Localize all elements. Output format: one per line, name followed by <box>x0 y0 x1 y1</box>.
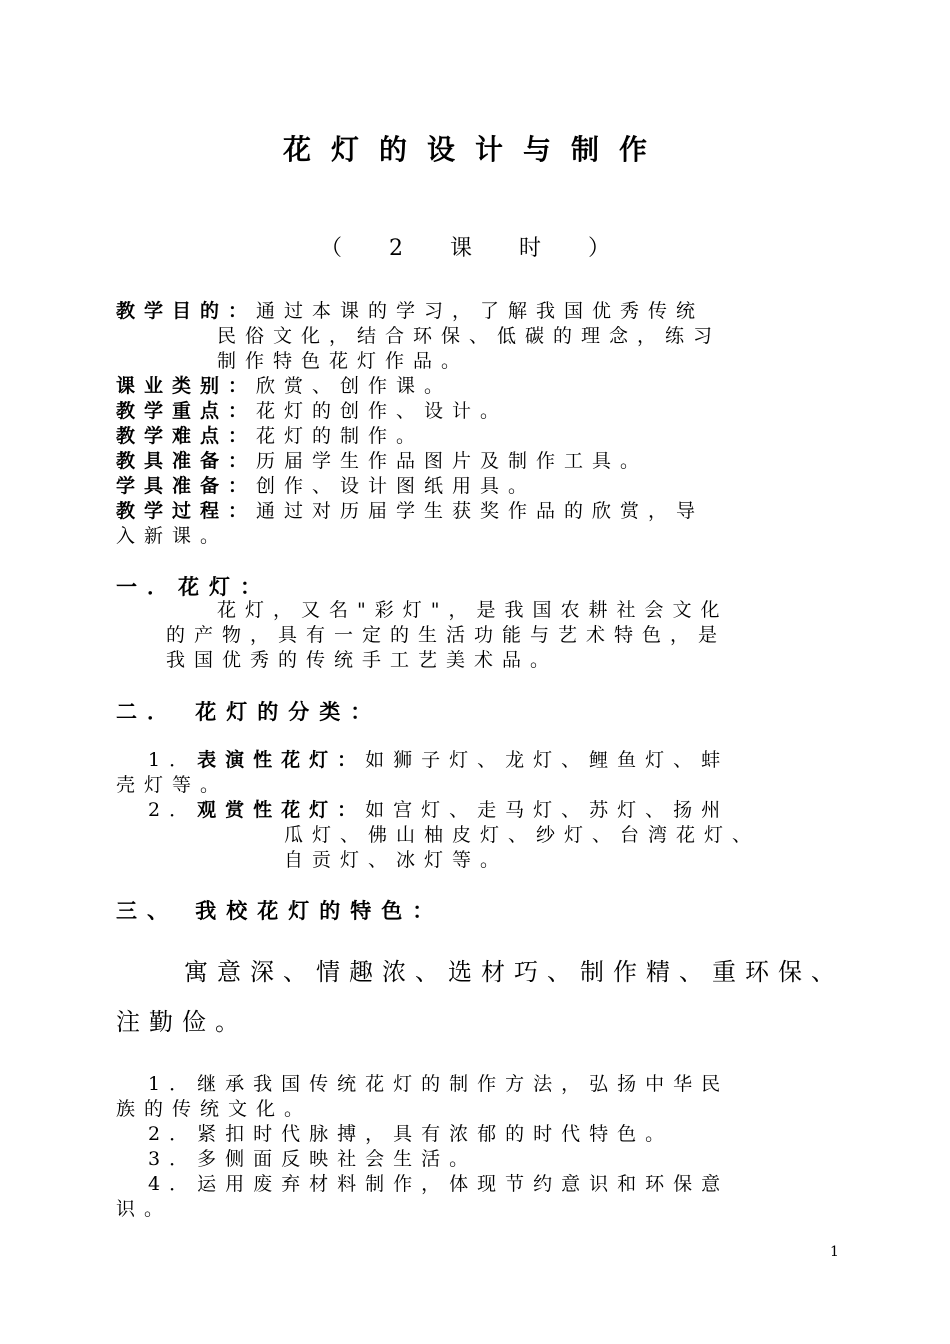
section1-line-3: 我国优秀的传统手工艺美术品。 <box>166 649 559 671</box>
type-label: 课业类别： <box>116 375 257 397</box>
section2-heading: 二． 花灯的分类： <box>116 700 382 724</box>
classification-2-number: 2． <box>148 799 198 821</box>
classification-1-line-2: 壳灯等。 <box>116 774 229 796</box>
section1-heading: 一．花灯： <box>116 575 271 599</box>
classification-2-line-3: 自贡灯、冰灯等。 <box>284 849 509 871</box>
classification-1-number: 1． <box>148 749 198 771</box>
classification-2-line-1 <box>148 798 729 823</box>
motto-line-1: 寓意深、情趣浓、选材巧、制作精、重环保、 <box>184 958 844 986</box>
process-text: 通过对历届学生获奖作品的欣赏，导 <box>256 500 705 522</box>
type-text: 欣赏、创作课。 <box>256 375 453 397</box>
process-label: 教学过程： <box>116 500 257 522</box>
key-label: 教学重点： <box>116 400 257 422</box>
goal-line-3: 制作特色花灯作品。 <box>217 350 470 372</box>
page-subtitle: （ 2 课 时 ） <box>320 236 630 261</box>
teacher-prep-label: 教具准备： <box>116 450 257 472</box>
classification-2-text: 如宫灯、走马灯、苏灯、扬州 <box>365 799 730 821</box>
student-prep-label: 学具准备： <box>116 475 257 497</box>
feature-4-line-1: 4．运用废弃材料制作，体现节约意识和环保意 <box>148 1173 730 1195</box>
feature-3: 3．多侧面反映社会生活。 <box>148 1148 478 1170</box>
key-text: 花灯的创作、设计。 <box>256 400 509 422</box>
feature-4-line-2: 识。 <box>116 1198 173 1220</box>
classification-2-label: 观赏性花灯： <box>197 799 366 821</box>
section1-line-1: 花灯，又名"彩灯"，是我国农耕社会文化 <box>217 599 729 621</box>
classification-1-label: 表演性花灯： <box>197 749 366 771</box>
classification-2-line-2: 瓜灯、佛山柚皮灯、纱灯、台湾花灯、 <box>284 824 761 846</box>
student-prep-text: 创作、设计图纸用具。 <box>256 475 537 497</box>
key-line <box>116 399 508 424</box>
section1-line-2: 的产物，具有一定的生活功能与艺术特色，是 <box>166 624 727 646</box>
section3-heading: 三、 我校花灯的特色： <box>116 899 444 923</box>
page-title: 花灯的设计与制作 <box>282 133 667 166</box>
teacher-prep-text: 历届学生作品图片及制作工具。 <box>256 450 649 472</box>
feature-1-line-1: 1．继承我国传统花灯的制作方法，弘扬中华民 <box>148 1073 730 1095</box>
hard-line <box>116 424 424 449</box>
type-line <box>116 374 452 399</box>
feature-2: 2．紧扣时代脉搏，具有浓郁的时代特色。 <box>148 1123 674 1145</box>
goal-line-1 <box>116 299 704 324</box>
classification-1-line-1 <box>148 748 729 773</box>
hard-label: 教学难点： <box>116 425 257 447</box>
classification-1-text: 如狮子灯、龙灯、鲤鱼灯、蚌 <box>365 749 730 771</box>
process-line-1 <box>116 499 704 524</box>
feature-1-line-2: 族的传统文化。 <box>116 1098 313 1120</box>
goal-label: 教学目的： <box>116 300 257 322</box>
hard-text: 花灯的制作。 <box>256 425 425 447</box>
motto-line-2: 注勤俭。 <box>116 1008 248 1036</box>
goal-text: 通过本课的学习，了解我国优秀传统 <box>256 300 705 322</box>
goal-line-2: 民俗文化，结合环保、低碳的理念，练习 <box>217 325 722 347</box>
student-prep-line <box>116 474 536 499</box>
page-number: 1 <box>830 1244 839 1260</box>
teacher-prep-line <box>116 449 648 474</box>
process-line-2: 入新课。 <box>116 525 229 547</box>
